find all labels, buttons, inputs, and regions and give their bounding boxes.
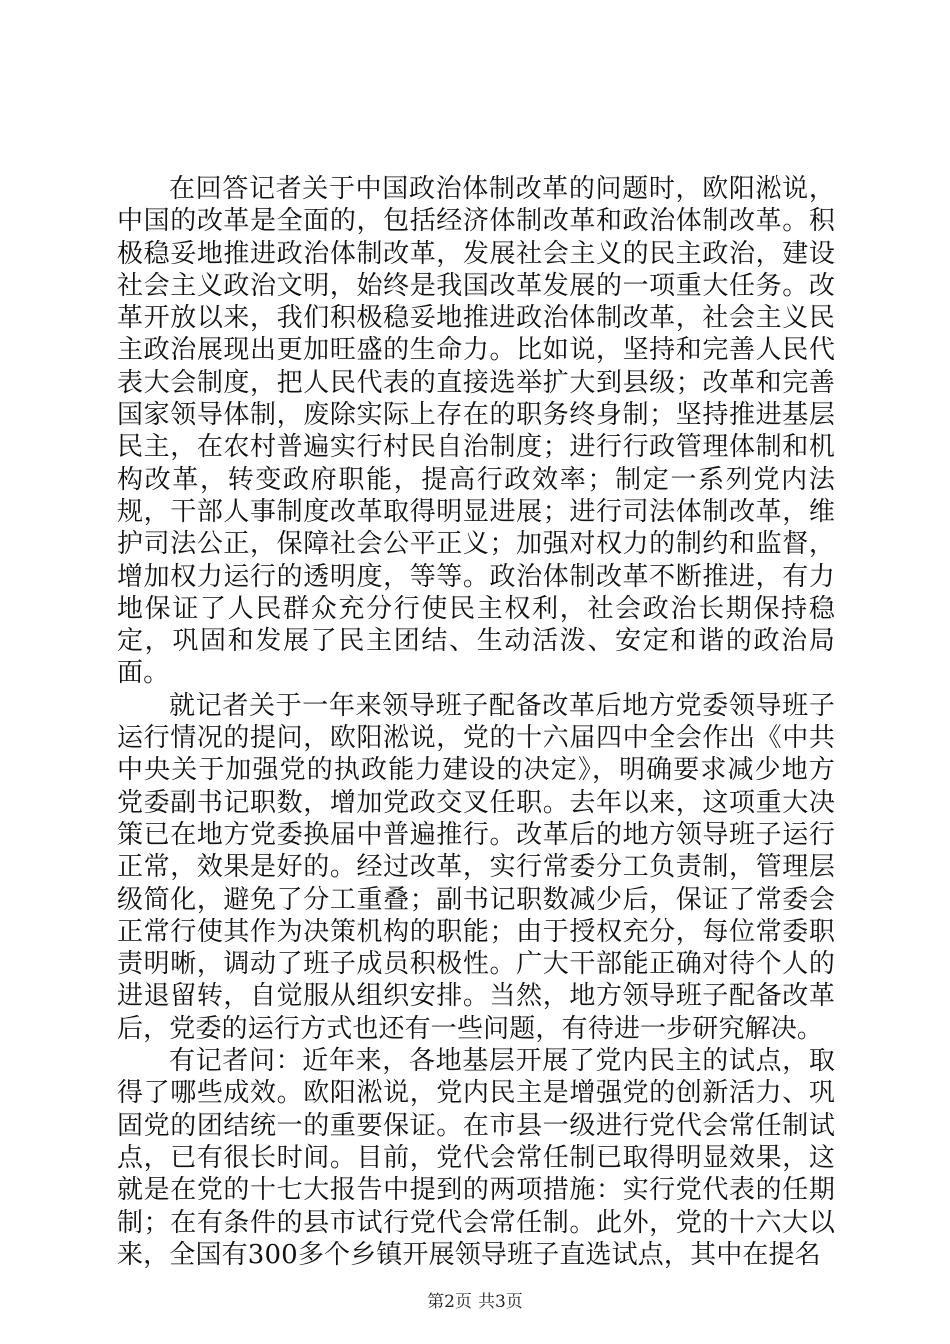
paragraph-political-reform: 在回答记者关于中国政治体制改革的问题时，欧阳淞说，中国的改革是全面的，包括经济体制改革和政治体制改革。积极稳妥地推进政治体制改革，发展社会主义的民主政治，建设社会主义政治文明，始终是我国改革发展的一项重大任务。改革开放以来，我们积极稳妥地推进政治体制改革，社会主义民主政治展现出更加旺盛的生命力。比如说，坚持和完善人民代表大会制度，把人民代表的直接选举扩大到县级；改革和完善国家领导体制，废除实际上存在的职务终身制；坚持推进基层民主，在农村普遍实行村民自治制度；进行行政管理体制和机构改革，转变政府职能，提高行政效率；制定一系列党内法规，干部人事制度改革取得明显进展；进行司法体制改革，维护司法公正，保障社会公平正义；加强对权力的制约和监督，增加权力运行的透明度，等等。政治体制改革不断推进，有力地保证了人民群众充分行使民主权利，社会政治长期保持稳定，巩固和发展了民主团结、生动活泼、安定和谐的政治局面。: [117, 174, 835, 689]
page-number: 第2页: [427, 1292, 472, 1312]
page-total: 共3页: [478, 1292, 523, 1312]
paragraph-leadership-reform: 就记者关于一年来领导班子配备改革后地方党委领导班子运行情况的提问，欧阳淞说，党的十六届四中全会作出《中共中央关于加强党的执政能力建设的决定》，明确要求减少地方党委副书记职数，增加党政交叉任职。去年以来，这项重大决策已在地方党委换届中普遍推行。改革后的地方领导班子运行正常，效果是好的。经过改革，实行常委分工负责制，管理层级简化，避免了分工重叠；副书记职数减少后，保证了常委会正常行使其作为决策机构的职能；由于授权充分，每位常委职责明晰，调动了班子成员积极性。广大干部能正确对待个人的进退留转，自觉服从组织安排。当然，地方领导班子配备改革后，党委的运行方式也还有一些问题，有待进一步研究解决。: [117, 690, 835, 1044]
paragraph-inner-party-democracy: 有记者问：近年来，各地基层开展了党内民主的试点，取得了哪些成效。欧阳淞说，党内民主是增强党的创新活力、巩固党的团结统一的重要保证。在市县一级进行党代会常任制试点，已有很长时间。目前，党代会常任制已取得明显效果，这就是在党的十七大报告中提到的两项措施：实行党代表的任期制；在有条件的县市试行党代会常任制。此外，党的十六大以来，全国有300多个乡镇开展领导班子直选试点，其中在提名: [117, 1046, 835, 1270]
document-body: [117, 173, 835, 1271]
page-footer: [0, 1287, 950, 1312]
